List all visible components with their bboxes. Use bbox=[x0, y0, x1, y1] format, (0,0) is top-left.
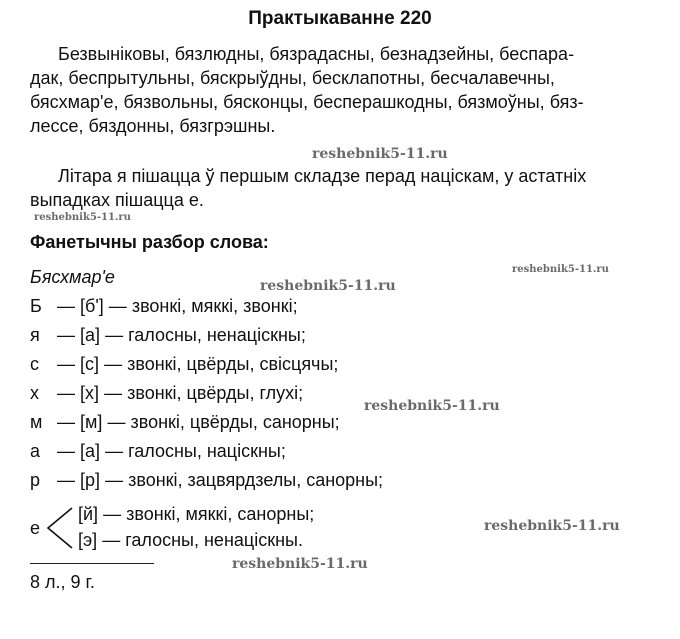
row-dash: — bbox=[57, 470, 76, 490]
row-desc: галосны, ненаціскны; bbox=[128, 325, 306, 345]
row-dash: — bbox=[105, 441, 124, 461]
row-dash: — bbox=[57, 383, 76, 403]
watermark: reshebnik5-11.ru bbox=[232, 556, 368, 572]
exercise-title: Практыкаванне 220 bbox=[248, 8, 432, 29]
row-desc: звонкі, цвёрды, свісцячы; bbox=[127, 354, 339, 374]
row-letter: с bbox=[30, 354, 39, 374]
row-dash: — bbox=[57, 354, 76, 374]
row-desc: галосны, ненаціскны. bbox=[125, 530, 303, 550]
row-dash: — bbox=[107, 412, 126, 432]
row-dash: — bbox=[105, 325, 124, 345]
row-dash: — bbox=[105, 470, 124, 490]
row-desc: звонкі, мяккі, санорны; bbox=[126, 504, 315, 524]
e-sub-row bbox=[78, 504, 314, 525]
watermark: reshebnik5-11.ru bbox=[484, 518, 620, 534]
paragraph-line: Безвыніковы, бязлюдны, бязрадасны, безнадзейны, беспара- bbox=[58, 44, 575, 64]
analyzed-word: Бясхмар'е bbox=[30, 267, 115, 287]
row-sound: [м] bbox=[80, 412, 103, 432]
footnote-divider bbox=[30, 563, 154, 564]
row-dash: — bbox=[57, 412, 76, 432]
row-sound: [э] bbox=[78, 530, 98, 550]
row-letter: е bbox=[30, 518, 41, 538]
paragraph-line: дак, беспрытульны, бяскрыўдны, бесклапотны, бесчалавечны, bbox=[30, 68, 555, 88]
row-desc: звонкі, цвёрды, глухі; bbox=[127, 383, 304, 403]
e-sub-row bbox=[78, 530, 303, 551]
row-letter: р bbox=[30, 470, 41, 490]
row-letter: а bbox=[30, 441, 41, 461]
row-dash: — bbox=[57, 325, 76, 345]
row-letter: х bbox=[30, 383, 39, 403]
phonetic-row bbox=[30, 383, 303, 404]
row-sound: [с] bbox=[80, 354, 100, 374]
phonetic-row bbox=[30, 354, 338, 375]
row-desc: звонкі, цвёрды, санорны; bbox=[130, 412, 340, 432]
row-desc: звонкі, зацвярдзелы, санорны; bbox=[128, 470, 384, 490]
branch-bracket-icon bbox=[44, 504, 74, 552]
row-desc: галосны, націскны; bbox=[128, 441, 286, 461]
row-dash: — bbox=[104, 354, 123, 374]
paragraph-line: лессе, бяздонны, бязгрэшны. bbox=[30, 116, 276, 136]
row-sound: [р] bbox=[80, 470, 101, 490]
row-letter: м bbox=[30, 412, 43, 432]
phonetic-row bbox=[30, 441, 286, 462]
row-letter: Б bbox=[30, 296, 42, 316]
row-dash: — bbox=[57, 296, 76, 316]
row-dash: — bbox=[108, 296, 127, 316]
phonetic-row bbox=[30, 470, 383, 491]
watermark: reshebnik5-11.ru bbox=[364, 398, 500, 414]
row-dash: — bbox=[102, 530, 121, 550]
row-letter: я bbox=[30, 325, 40, 345]
paragraph-line: выпадках пішацца е. bbox=[30, 190, 204, 210]
watermark: reshebnik5-11.ru bbox=[260, 278, 396, 294]
word-list-paragraph bbox=[30, 42, 666, 138]
watermark: reshebnik5-11.ru bbox=[34, 212, 131, 223]
row-dash: — bbox=[103, 504, 122, 524]
row-sound: [й] bbox=[78, 504, 99, 524]
row-sound: [а] bbox=[80, 441, 101, 461]
watermark: reshebnik5-11.ru bbox=[512, 264, 609, 275]
phonetic-row bbox=[30, 325, 306, 346]
phonetic-row bbox=[30, 296, 298, 317]
watermark: reshebnik5-11.ru bbox=[312, 146, 448, 162]
row-dash: — bbox=[104, 383, 123, 403]
row-sound: [б'] bbox=[80, 296, 104, 316]
row-desc: звонкі, мяккі, звонкі; bbox=[131, 296, 298, 316]
phonetic-analysis-heading: Фанетычны разбор слова: bbox=[30, 232, 269, 252]
letter-sound-count: 8 л., 9 г. bbox=[30, 572, 95, 592]
row-sound: [а] bbox=[80, 325, 101, 345]
row-dash: — bbox=[57, 441, 76, 461]
paragraph-line: Літара я пішацца ў першым складзе перад націскам, у астатніх bbox=[58, 166, 587, 186]
phonetic-row bbox=[30, 412, 340, 433]
rule-paragraph bbox=[30, 164, 666, 212]
paragraph-line: бясхмар'е, бязвольны, бясконцы, бесперашкодны, бязмоўны, бяз- bbox=[30, 92, 584, 112]
row-sound: [х] bbox=[80, 383, 100, 403]
